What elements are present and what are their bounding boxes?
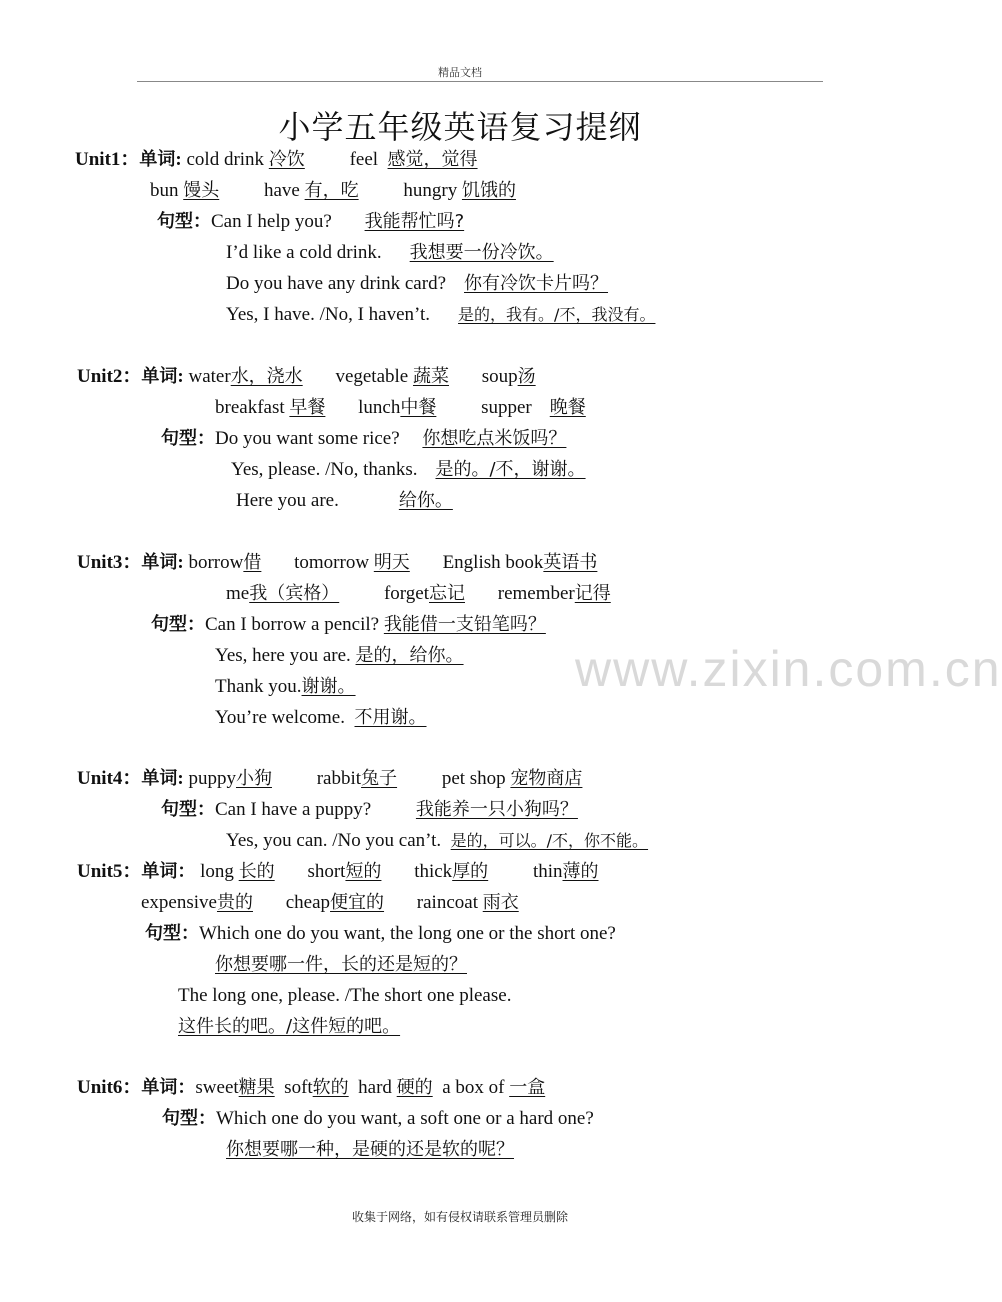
unit3-words-line-2 bbox=[226, 581, 611, 607]
sentence-translation: 你有冷饮卡片吗？ bbox=[464, 273, 609, 294]
sentence: Can I borrow a pencil? bbox=[205, 614, 380, 635]
vocab-word: cold drink bbox=[186, 149, 265, 170]
unit5-words-line-1: Unit5：单词： long 长的 short短的 thick厚的 thin薄的 bbox=[77, 861, 599, 882]
unit5-pattern-1: 句型：Which one do you want, the long one or the short one? bbox=[145, 923, 616, 944]
vocab-word: tomorrow bbox=[294, 552, 370, 573]
sentence-translation: 是的。/不，谢谢。 bbox=[435, 459, 586, 480]
unit2-pattern-3 bbox=[236, 488, 453, 514]
vocab-word: borrow bbox=[188, 552, 244, 573]
vocab-meaning: 雨衣 bbox=[482, 892, 519, 913]
sentence-translation: 我能借一支铅笔吗？ bbox=[383, 614, 546, 635]
words-label: 单词 bbox=[141, 861, 178, 882]
vocab-meaning: 薄的 bbox=[562, 861, 599, 882]
sentence-translation: 我能帮忙吗? bbox=[364, 211, 465, 232]
vocab-word: vegetable bbox=[335, 366, 409, 387]
patterns-label: 句型 bbox=[161, 799, 197, 820]
unit2-words-line-1: Unit2：单词: water水，浇水 vegetable 蔬菜 soup汤 bbox=[77, 366, 536, 387]
unit3-pattern-3 bbox=[215, 674, 356, 700]
unit-label: Unit1： bbox=[75, 149, 140, 170]
unit4-pattern-1: 句型：Can I have a puppy? 我能养一只小狗吗？ bbox=[161, 799, 578, 820]
page-footer: 收集于网络，如有侵权请联系管理员删除 bbox=[351, 1210, 568, 1224]
words-label: 单词 bbox=[141, 768, 178, 789]
unit5-pattern-2 bbox=[178, 983, 511, 1009]
unit2-words-line-2 bbox=[215, 395, 586, 421]
vocab-word: cheap bbox=[285, 892, 331, 913]
vocab-word: lunch bbox=[358, 397, 401, 418]
vocab-word: feel bbox=[349, 149, 379, 170]
sentence: I’d like a cold drink. bbox=[226, 242, 382, 263]
sentence: Do you have any drink card? bbox=[226, 273, 447, 294]
patterns-label: 句型 bbox=[151, 614, 187, 635]
unit-label: Unit3： bbox=[77, 552, 142, 573]
vocab-meaning: 硬的 bbox=[396, 1077, 433, 1098]
sentence: Which one do you want, the long one or the short one? bbox=[199, 923, 616, 944]
vocab-word: soup bbox=[481, 366, 518, 387]
vocab-word: bun bbox=[150, 180, 179, 201]
vocab-word: puppy bbox=[188, 768, 236, 789]
sentence-translation: 这件长的吧。/这件短的吧。 bbox=[178, 1016, 401, 1037]
unit-label: Unit6： bbox=[77, 1077, 142, 1098]
page-title: 小学五年级英语复习提纲 bbox=[278, 108, 642, 146]
sentence: Yes, you can. /No you can’t. bbox=[226, 830, 442, 851]
vocab-meaning: 有，吃 bbox=[304, 180, 359, 201]
sentence: Yes, please. /No, thanks. bbox=[231, 459, 418, 480]
vocab-word: me bbox=[226, 583, 250, 604]
sentence-translation: 是的，我有。/不，我没有。 bbox=[458, 305, 656, 324]
vocab-meaning: 一盒 bbox=[509, 1077, 546, 1098]
vocab-word: soft bbox=[284, 1077, 313, 1098]
unit5-pattern-2-translation bbox=[178, 1014, 400, 1040]
vocab-word: long bbox=[200, 861, 234, 882]
sentence: Here you are. bbox=[236, 490, 339, 511]
vocab-meaning: 英语书 bbox=[543, 552, 598, 573]
sentence: Yes, I have. /No, I haven’t. bbox=[226, 304, 431, 325]
vocab-word: water bbox=[188, 366, 231, 387]
words-label: 单词 bbox=[141, 366, 178, 387]
page-header: 精品文档 bbox=[438, 66, 482, 79]
vocab-word: sweet bbox=[195, 1077, 239, 1098]
vocab-meaning: 短的 bbox=[345, 861, 382, 882]
unit5-pattern-1-translation bbox=[215, 952, 467, 978]
vocab-word: remember bbox=[497, 583, 575, 604]
unit4-words-line-1: Unit4：单词: puppy小狗 rabbit兔子 pet shop 宠物商店 bbox=[77, 768, 583, 789]
vocab-word: breakfast bbox=[215, 397, 285, 418]
header-divider bbox=[137, 81, 823, 82]
vocab-meaning: 冷饮 bbox=[268, 149, 305, 170]
sentence: Can I have a puppy? bbox=[215, 799, 372, 820]
vocab-word: hard bbox=[358, 1077, 392, 1098]
watermark: www.zixin.com.cn bbox=[575, 641, 1002, 697]
vocab-meaning: 便宜的 bbox=[330, 892, 385, 913]
vocab-meaning: 兔子 bbox=[361, 768, 398, 789]
unit-label: Unit2： bbox=[77, 366, 142, 387]
vocab-meaning: 蔬菜 bbox=[412, 366, 449, 387]
vocab-word: expensive bbox=[141, 892, 217, 913]
vocab-meaning: 宠物商店 bbox=[510, 768, 583, 789]
vocab-meaning: 水，浇水 bbox=[230, 366, 303, 387]
vocab-word: forget bbox=[383, 583, 429, 604]
vocab-meaning: 软的 bbox=[312, 1077, 349, 1098]
vocab-meaning: 我（宾格） bbox=[249, 583, 340, 604]
vocab-word: raincoat bbox=[416, 892, 478, 913]
unit3-pattern-1: 句型：Can I borrow a pencil? 我能借一支铅笔吗？ bbox=[151, 614, 546, 635]
sentence-translation: 我想要一份冷饮。 bbox=[409, 242, 554, 263]
patterns-label: 句型 bbox=[157, 211, 193, 232]
vocab-word: supper bbox=[481, 397, 532, 418]
unit1-words-line-2 bbox=[150, 178, 516, 204]
unit6-pattern-1: 句型：Which one do you want, a soft one or a hard one? bbox=[162, 1108, 594, 1129]
words-label: 单词 bbox=[141, 552, 178, 573]
sentence-translation: 是的，给你。 bbox=[355, 645, 464, 666]
vocab-word: a box of bbox=[442, 1077, 505, 1098]
vocab-meaning: 汤 bbox=[517, 366, 536, 387]
sentence: The long one, please. /The short one please. bbox=[178, 985, 512, 1006]
vocab-meaning: 借 bbox=[243, 552, 262, 573]
sentence-translation: 是的，可以。/不，你不能。 bbox=[450, 831, 649, 850]
unit2-pattern-1: 句型：Do you want some rice? 你想吃点米饭吗？ bbox=[161, 428, 567, 449]
sentence-translation: 给你。 bbox=[398, 490, 453, 511]
sentence-translation: 你想要哪一种，是硬的还是软的呢？ bbox=[226, 1139, 514, 1160]
vocab-meaning: 忘记 bbox=[429, 583, 465, 604]
unit1-pattern-2 bbox=[226, 240, 554, 266]
sentence-translation: 我能养一只小狗吗？ bbox=[415, 799, 578, 820]
unit1-words-line-1: Unit1：单词: cold drink 冷饮 feel 感觉，觉得 bbox=[75, 149, 478, 170]
vocab-meaning: 中餐 bbox=[400, 397, 437, 418]
vocab-meaning: 厚的 bbox=[452, 861, 489, 882]
words-label: 单词 bbox=[141, 1077, 178, 1098]
vocab-meaning: 馒头 bbox=[183, 180, 220, 201]
vocab-word: rabbit bbox=[316, 768, 362, 789]
sentence-translation: 你想吃点米饭吗？ bbox=[422, 428, 567, 449]
vocab-meaning: 饥饿的 bbox=[461, 180, 516, 201]
patterns-label: 句型 bbox=[145, 923, 181, 944]
unit1-pattern-1: 句型：Can I help you? 我能帮忙吗? bbox=[157, 211, 465, 232]
sentence: Do you want some rice? bbox=[215, 428, 400, 449]
words-label: 单词 bbox=[139, 149, 176, 170]
unit1-pattern-3 bbox=[226, 271, 608, 297]
sentence: Can I help you? bbox=[211, 211, 332, 232]
patterns-label: 句型 bbox=[162, 1108, 198, 1129]
vocab-word: thin bbox=[532, 861, 563, 882]
sentence: Yes, here you are. bbox=[215, 645, 351, 666]
vocab-meaning: 小狗 bbox=[235, 768, 272, 789]
vocab-meaning: 记得 bbox=[574, 583, 611, 604]
sentence-translation: 你想要哪一件，长的还是短的？ bbox=[215, 954, 467, 975]
vocab-meaning: 感觉，觉得 bbox=[387, 149, 478, 170]
vocab-word: short bbox=[307, 861, 346, 882]
sentence-translation: 谢谢。 bbox=[301, 676, 356, 697]
unit6-words-line-1: Unit6：单词：sweet糖果 soft软的 hard 硬的 a box of 一盒 bbox=[77, 1077, 546, 1098]
unit1-pattern-4 bbox=[226, 302, 655, 328]
vocab-meaning: 长的 bbox=[238, 861, 275, 882]
vocab-meaning: 晚餐 bbox=[549, 397, 586, 418]
unit4-pattern-2 bbox=[226, 828, 648, 854]
vocab-word: hungry bbox=[403, 180, 458, 201]
unit2-pattern-2 bbox=[231, 457, 586, 483]
unit6-pattern-1-translation bbox=[226, 1137, 514, 1163]
sentence: You’re welcome. bbox=[215, 707, 345, 728]
vocab-meaning: 早餐 bbox=[289, 397, 326, 418]
vocab-meaning: 贵的 bbox=[216, 892, 253, 913]
unit3-pattern-2 bbox=[215, 643, 464, 669]
sentence: Thank you. bbox=[215, 676, 302, 697]
unit-label: Unit5： bbox=[77, 861, 142, 882]
unit3-pattern-4 bbox=[215, 705, 427, 731]
sentence-translation: 不用谢。 bbox=[354, 707, 427, 728]
vocab-meaning: 明天 bbox=[373, 552, 410, 573]
patterns-label: 句型 bbox=[161, 428, 197, 449]
unit5-words-line-2 bbox=[141, 890, 519, 916]
vocab-word: pet shop bbox=[441, 768, 506, 789]
unit3-words-line-1: Unit3：单词: borrow借 tomorrow 明天 English book英语书 bbox=[77, 552, 598, 573]
vocab-word: thick bbox=[414, 861, 453, 882]
vocab-meaning: 糖果 bbox=[238, 1077, 275, 1098]
vocab-word: have bbox=[264, 180, 300, 201]
unit-label: Unit4： bbox=[77, 768, 142, 789]
sentence: Which one do you want, a soft one or a hard one? bbox=[216, 1108, 594, 1129]
vocab-word: English book bbox=[442, 552, 544, 573]
